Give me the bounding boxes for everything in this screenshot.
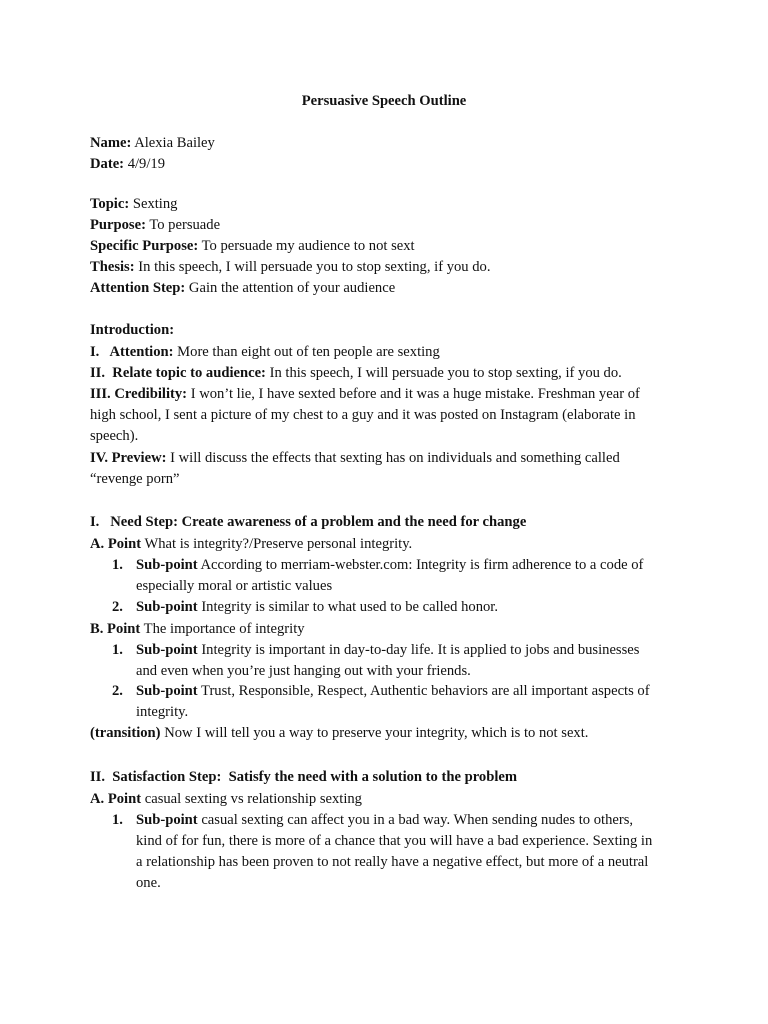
need-a1-text: According to merriam-webster.com: Integrity is firm adherence to a code of [200, 557, 644, 573]
need-a1-number: 1. [112, 557, 123, 573]
need-b2-label: Sub-point [136, 683, 198, 699]
intro-attention-label: I. Attention: [90, 344, 174, 360]
intro-preview-text: I will discuss the effects that sexting has on individuals and something called [170, 450, 620, 466]
need-a2-line [136, 598, 498, 616]
specific-purpose-label: Specific Purpose: [90, 238, 199, 254]
need-b2-line-2: integrity. [136, 704, 189, 720]
name-line [90, 134, 215, 152]
transition-text: Now I will tell you a way to preserve your integrity, which is to not sext. [164, 725, 589, 741]
need-a1-line [136, 556, 643, 574]
attention-step-line [90, 279, 395, 297]
specific-purpose-value: To persuade my audience to not sext [201, 238, 415, 254]
need-a1-line-2: especially moral or artistic values [136, 578, 333, 594]
satisfaction-a1-line-3: a relationship has been proven to not really have a negative effect, but more of a neutral [136, 854, 649, 870]
satisfaction-a1-label: Sub-point [136, 812, 198, 828]
date-value: 4/9/19 [127, 156, 165, 172]
attention-step-value: Gain the attention of your audience [188, 280, 396, 296]
thesis-value: In this speech, I will persuade you to stop sexting, if you do. [138, 259, 491, 275]
intro-credibility-line [90, 385, 640, 403]
purpose-line [90, 216, 220, 234]
introduction-heading [90, 321, 174, 339]
need-b1-number: 1. [112, 642, 123, 658]
intro-attention-line [90, 343, 440, 361]
intro-credibility-line-3: speech). [90, 428, 139, 444]
need-b1-line-2: and even when you’re just hanging out with your friends. [136, 663, 471, 679]
thesis-line [90, 258, 491, 276]
thesis-label: Thesis: [90, 259, 135, 275]
satisfaction-a1-line-4: one. [136, 875, 161, 891]
satisfaction-step-heading-text: II. Satisfaction Step: Satisfy the need with a solution to the problem [90, 769, 518, 785]
attention-step-label: Attention Step: [90, 280, 186, 296]
date-label: Date: [90, 156, 125, 172]
satisfaction-a1-number: 1. [112, 812, 123, 828]
name-value: Alexia Bailey [134, 135, 215, 151]
topic-value: Sexting [132, 196, 178, 212]
need-step-heading-text: I. Need Step: Create awareness of a problem and the need for change [90, 514, 527, 530]
topic-label: Topic: [90, 196, 130, 212]
satisfaction-point-a-label: A. Point [90, 791, 142, 807]
need-a2-number: 2. [112, 599, 123, 615]
name-label: Name: [90, 135, 132, 151]
need-a2-label: Sub-point [136, 599, 198, 615]
need-b1-line [136, 641, 639, 659]
need-point-a-label: A. Point [90, 536, 142, 552]
satisfaction-point-a-value: casual sexting vs relationship sexting [144, 791, 362, 807]
intro-preview-line [90, 449, 620, 467]
purpose-label: Purpose: [90, 217, 146, 233]
intro-credibility-line-2: high school, I sent a picture of my chest to a guy and it was posted on Instagram (elaborate in [90, 407, 636, 423]
satisfaction-a1-text: casual sexting can affect you in a bad way. When sending nudes to others, [201, 812, 634, 828]
need-point-b-label: B. Point [90, 621, 141, 637]
need-step-heading [90, 513, 526, 531]
satisfaction-a1-line [136, 811, 633, 829]
topic-line [90, 195, 177, 213]
satisfaction-step-heading [90, 768, 517, 786]
page-title: Persuasive Speech Outline [301, 93, 467, 109]
intro-preview-label: IV. Preview: [90, 450, 167, 466]
need-point-b-value: The importance of integrity [143, 621, 305, 637]
transition-label: (transition) [90, 725, 161, 741]
intro-credibility-text: I won’t lie, I have sexted before and it was a huge mistake. Freshman year of [190, 386, 640, 402]
need-b1-text: Integrity is important in day-to-day life. It is applied to jobs and businesses [201, 642, 640, 658]
intro-attention-value: More than eight out of ten people are sexting [177, 344, 440, 360]
need-point-a [90, 535, 412, 553]
intro-credibility-label: III. Credibility: [90, 386, 188, 402]
need-b2-number: 2. [112, 683, 123, 699]
need-b2-text: Trust, Responsible, Respect, Authentic behaviors are all important aspects of [201, 683, 650, 699]
purpose-value: To persuade [149, 217, 221, 233]
intro-relate-label: II. Relate topic to audience: [90, 365, 266, 381]
satisfaction-a1-line-2: kind of for fun, there is more of a chance that you will have a bad experience. Sexting in [136, 833, 653, 849]
satisfaction-point-a [90, 790, 362, 808]
need-a1-label: Sub-point [136, 557, 198, 573]
introduction-heading-text: Introduction: [90, 322, 175, 338]
need-transition [90, 724, 588, 742]
need-a2-text: Integrity is similar to what used to be called honor. [201, 599, 498, 615]
intro-preview-line-2: “revenge porn” [90, 471, 180, 487]
specific-purpose-line [90, 237, 415, 255]
intro-relate-line [90, 364, 622, 382]
need-point-a-value: What is integrity?/Preserve personal integrity. [144, 536, 413, 552]
need-point-b [90, 620, 305, 638]
need-b1-label: Sub-point [136, 642, 198, 658]
date-line [90, 155, 165, 173]
need-b2-line [136, 682, 650, 700]
intro-relate-value: In this speech, I will persuade you to stop sexting, if you do. [269, 365, 622, 381]
